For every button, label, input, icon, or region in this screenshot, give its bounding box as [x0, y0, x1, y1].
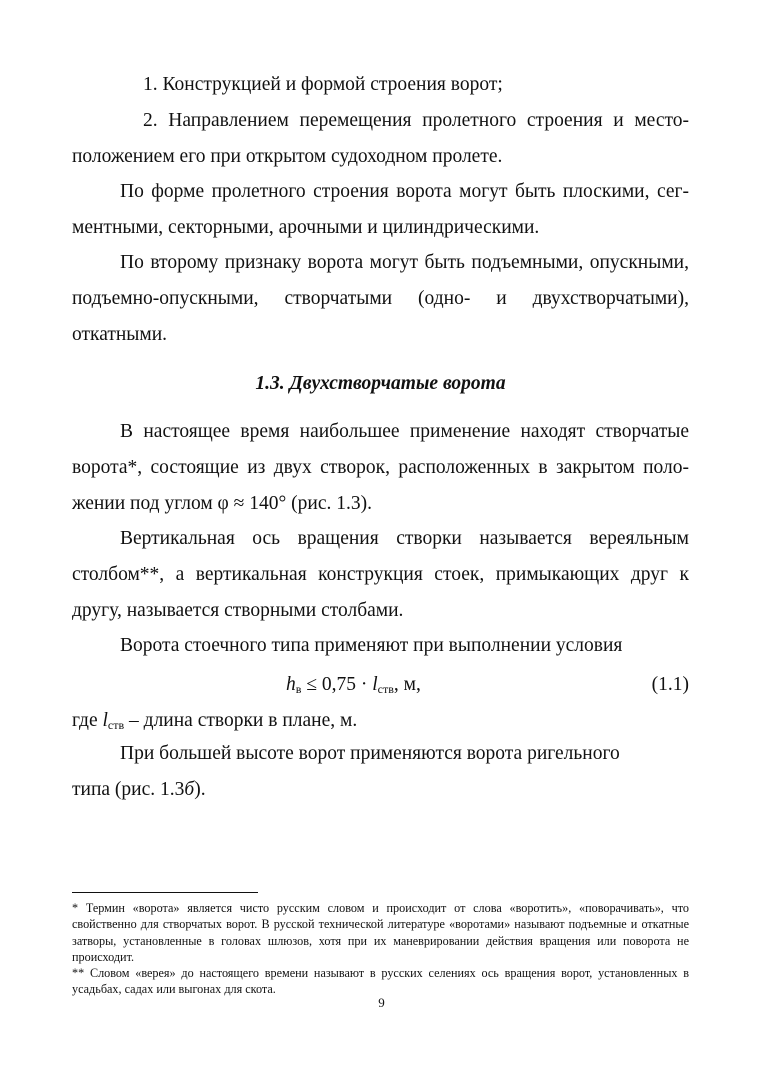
page-number: 9 — [378, 995, 385, 1010]
footnote-1: * Термин «ворота» является чисто русским словом и происходит от слова «воротить», «поворачивать», что свойственно для створчатых ворот. В русской технической литературе «воротами» называют подъемные и откатные затворы, установленные в головах шлюзов, хотя при их маневрировании действия вращения или поворота не происходит. — [72, 901, 689, 964]
paragraph-movement: По второму признаку ворота могут быть подъемными, опускными, подъемно-опускными, створчатыми (одно- и двухстворчатыми), откатными. — [72, 252, 689, 345]
list-item-1: 1. Конструкцией и формой строения ворот; — [143, 74, 503, 95]
formula-expression: $h_в \le 0,75 \cdot l_{ств}$, м, — [286, 674, 421, 696]
paragraph-axis: Вертикальная ось вращения створки называется вереяльным столбом**, а вертикальная конструкция стоек, примыкающих друг к другу, называется створными столбами. — [72, 528, 689, 621]
formula-number: (1.1) — [651, 674, 689, 695]
paragraph-closing: При большей высоте ворот применяются ворота ригельного типа (рис. 1.3б). — [72, 743, 620, 800]
section-heading: 1.3. Двухстворчатые ворота — [255, 373, 506, 394]
paragraph-where: где $l_{ств}$ – длина створки в плане, м. — [72, 710, 358, 732]
paragraph-mitre-gates: В настоящее время наибольшее применение находят створчатые ворота*, состоящие из двух створок, расположенных в закрытом положении под углом φ ≈ 140° (рис. 1.3). — [72, 421, 689, 514]
list-item-2: 2. Направлением перемещения пролетного строения и местоположением его при открытом судоходном пролете. — [72, 110, 689, 167]
paragraph-condition: Ворота стоечного типа применяют при выполнении условия — [120, 635, 623, 656]
footnote-2: ** Словом «верея» до настоящего времени называют в русских селениях ось вращения ворот, установленных в усадьбах, садах или выгонах для скота. — [72, 966, 689, 997]
paragraph-shape: По форме пролетного строения ворота могут быть плоскими, сегментными, секторными, арочными и цилиндрическими. — [72, 181, 689, 238]
footnote-divider — [72, 892, 258, 893]
